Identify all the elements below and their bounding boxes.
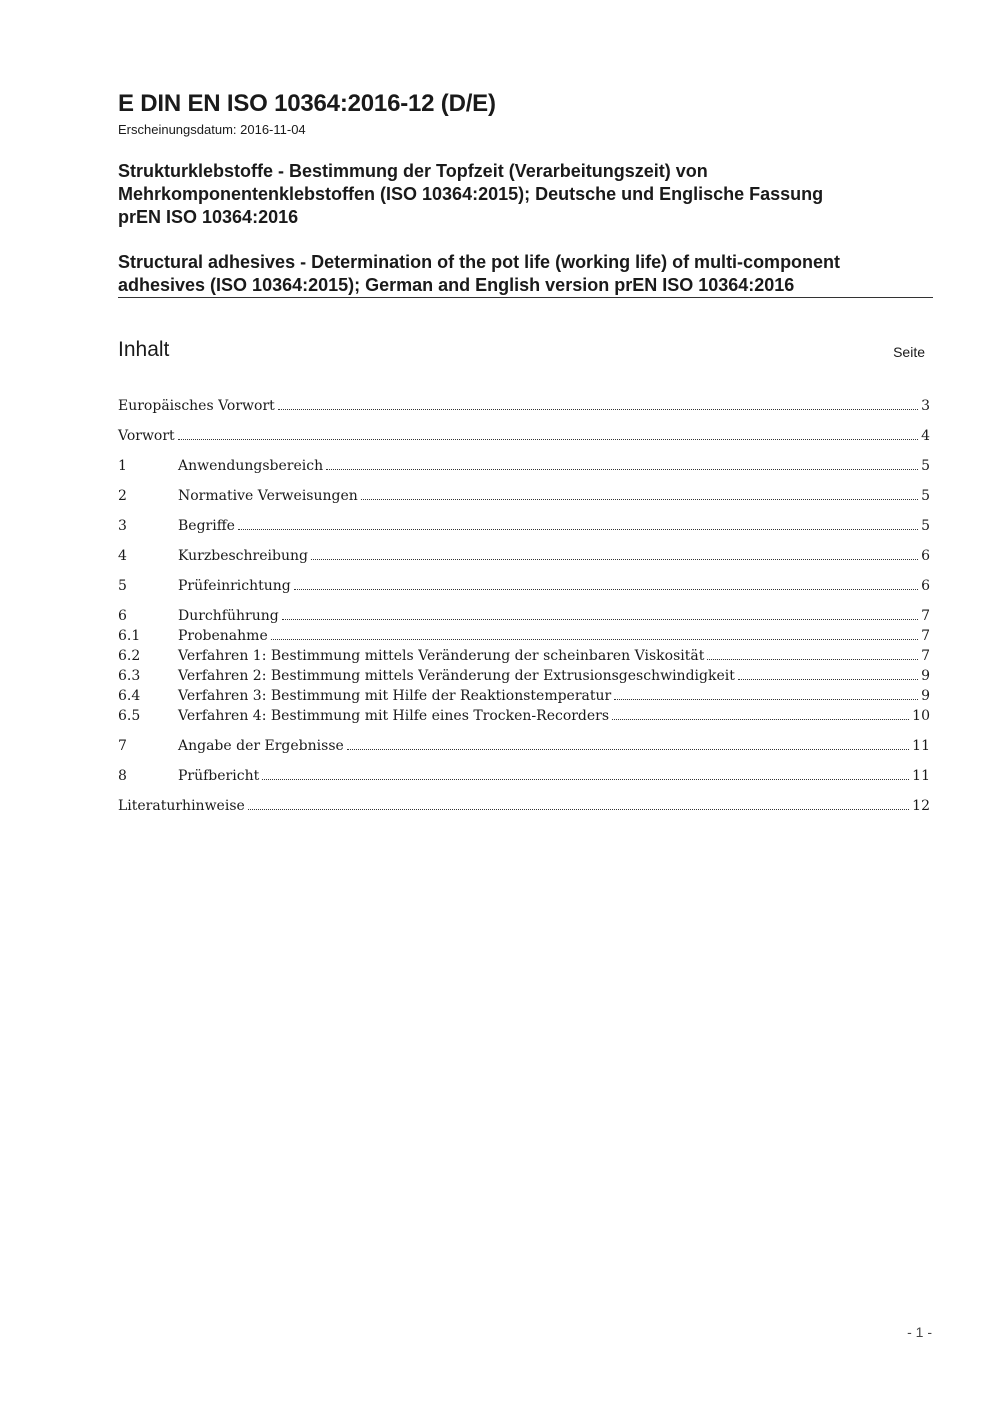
toc-entry-number: 2 (118, 488, 127, 504)
toc-dot-leader (707, 658, 918, 660)
toc-entry-page: 7 (921, 648, 930, 664)
toc-entry-title: Angabe der Ergebnisse (178, 738, 344, 754)
toc-entry-title: Vorwort (118, 428, 175, 444)
toc-entry-page: 3 (921, 398, 930, 414)
document-title: E DIN EN ISO 10364:2016-12 (D/E) (118, 90, 496, 117)
title-german (118, 160, 938, 229)
toc-entry-number: 6.5 (118, 708, 141, 724)
toc-entry-title: Begriffe (178, 518, 235, 534)
toc-entry-number: 6 (118, 608, 127, 624)
toc-entry-page: 12 (912, 798, 930, 814)
toc-entry[interactable] (118, 426, 930, 446)
toc-dot-leader (294, 588, 918, 590)
toc-entry-number: 8 (118, 768, 127, 784)
toc-dot-leader (262, 778, 909, 780)
toc-entry-title: Europäisches Vorwort (118, 398, 275, 414)
toc-entry-number: 6.4 (118, 688, 141, 704)
toc-entry[interactable] (118, 796, 930, 816)
toc-entry-number: 5 (118, 578, 127, 594)
toc-dot-leader (326, 468, 918, 470)
toc-dot-leader (311, 558, 918, 560)
toc-dot-leader (738, 678, 918, 680)
title-english (118, 251, 938, 297)
toc-dot-leader (248, 808, 909, 810)
toc-entry-title: Verfahren 4: Bestimmung mit Hilfe eines Trocken-Recorders (178, 708, 610, 724)
toc-entry-title: Prüfeinrichtung (178, 578, 291, 594)
toc-entry-number: 6.1 (118, 628, 141, 644)
toc-dot-leader (361, 498, 918, 500)
title-divider (118, 297, 933, 298)
toc-heading: Inhalt (118, 338, 170, 361)
toc-dot-leader (282, 618, 918, 620)
toc-dot-leader (178, 438, 918, 440)
toc-entry-page: 9 (921, 668, 930, 684)
toc-page-label: Seite (893, 344, 925, 360)
toc-entry[interactable] (118, 736, 930, 756)
toc-dot-leader (278, 408, 918, 410)
toc-entry-number: 4 (118, 548, 127, 564)
toc-entry-number: 1 (118, 458, 127, 474)
toc-entry[interactable] (118, 546, 930, 566)
toc-entry[interactable] (118, 606, 930, 626)
toc-entry[interactable] (118, 516, 930, 536)
toc-dot-leader (347, 748, 909, 750)
toc-entry-page: 6 (921, 548, 930, 564)
toc-entry-title: Normative Verweisungen (178, 488, 358, 504)
title-german-line: Mehrkomponentenklebstoffen (ISO 10364:2015); Deutsche und Englische Fassung (118, 184, 824, 204)
toc-entry[interactable] (118, 626, 930, 646)
toc-entry-page: 7 (921, 608, 930, 624)
toc-entry-page: 5 (921, 518, 930, 534)
table-of-contents (118, 396, 930, 816)
toc-entry-title: Kurzbeschreibung (178, 548, 308, 564)
page-number: - 1 - (907, 1324, 932, 1340)
title-english-line: adhesives (ISO 10364:2015); German and English version prEN ISO 10364:2016 (118, 275, 795, 295)
toc-entry-number: 6.2 (118, 648, 141, 664)
toc-entry[interactable] (118, 686, 930, 706)
toc-entry[interactable] (118, 486, 930, 506)
toc-entry-page: 6 (921, 578, 930, 594)
title-german-line: prEN ISO 10364:2016 (118, 207, 299, 227)
toc-entry[interactable] (118, 456, 930, 476)
toc-entry-number: 6.3 (118, 668, 141, 684)
toc-entry-number: 3 (118, 518, 127, 534)
toc-entry-title: Probenahme (178, 628, 268, 644)
title-german-line: Strukturklebstoffe - Bestimmung der Topfzeit (Verarbeitungszeit) von (118, 161, 708, 181)
publication-date: Erscheinungsdatum: 2016-11-04 (118, 122, 306, 137)
toc-entry-title: Literaturhinweise (118, 798, 245, 814)
toc-entry-title: Verfahren 3: Bestimmung mit Hilfe der Reaktionstemperatur (178, 688, 612, 704)
toc-entry-page: 5 (921, 488, 930, 504)
toc-entry-page: 11 (912, 738, 930, 754)
toc-entry[interactable] (118, 646, 930, 666)
toc-entry-title: Durchführung (178, 608, 279, 624)
toc-dot-leader (614, 698, 918, 700)
toc-entry[interactable] (118, 396, 930, 416)
toc-entry-title: Verfahren 1: Bestimmung mittels Veränderung der scheinbaren Viskosität (178, 648, 705, 664)
toc-dot-leader (271, 638, 918, 640)
title-english-line: Structural adhesives - Determination of the pot life (working life) of multi-component (118, 252, 841, 272)
toc-entry-page: 5 (921, 458, 930, 474)
toc-entry-page: 4 (921, 428, 930, 444)
toc-dot-leader (612, 718, 909, 720)
toc-entry-page: 7 (921, 628, 930, 644)
toc-entry[interactable] (118, 766, 930, 786)
toc-entry-page: 9 (921, 688, 930, 704)
toc-entry-page: 10 (912, 708, 930, 724)
toc-entry-title: Prüfbericht (178, 768, 260, 784)
toc-entry-number: 7 (118, 738, 127, 754)
toc-entry[interactable] (118, 576, 930, 596)
toc-entry[interactable] (118, 666, 930, 686)
toc-entry-title: Verfahren 2: Bestimmung mittels Veränderung der Extrusionsgeschwindigkeit (178, 668, 735, 684)
toc-entry-page: 11 (912, 768, 930, 784)
toc-entry[interactable] (118, 706, 930, 726)
toc-dot-leader (238, 528, 918, 530)
toc-entry-title: Anwendungsbereich (178, 458, 324, 474)
